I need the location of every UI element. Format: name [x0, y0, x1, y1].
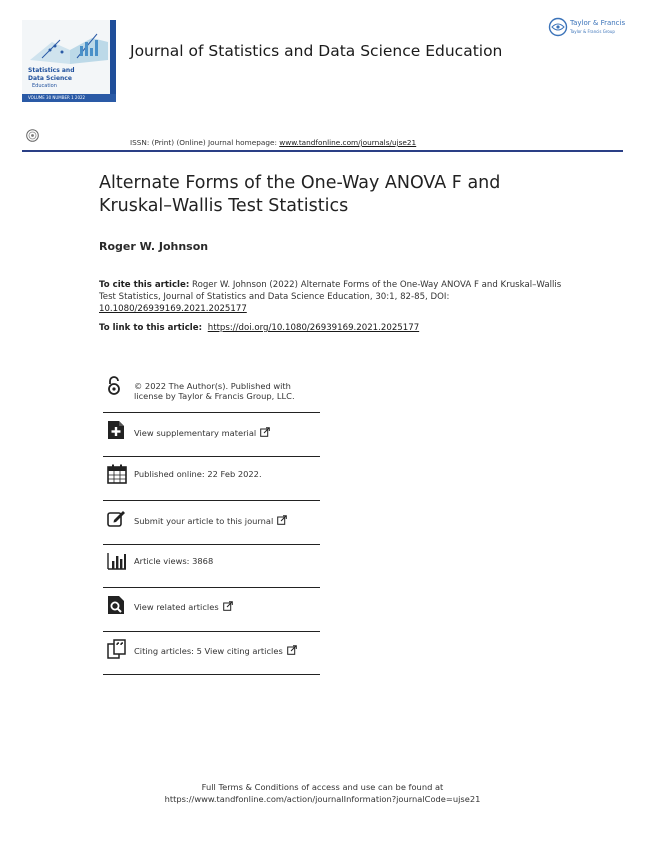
society-seal-icon — [26, 127, 39, 146]
journal-cover-image — [22, 20, 116, 102]
cite-text: Roger W. Johnson (2022) Alternate Forms of the One-Way ANOVA F and Kruskal–Wallis Test Statistics, Journal of Statistics and Data Science Education, 30:1, 82-85, DOI: — [99, 280, 562, 302]
edit-pencil-icon — [107, 508, 127, 532]
info-divider — [103, 456, 320, 457]
external-link-icon — [287, 645, 297, 655]
info-divider — [103, 674, 320, 675]
related-search-icon — [107, 595, 125, 619]
cover-title-line3: Education — [32, 83, 57, 89]
info-divider — [103, 544, 320, 545]
article-title-line1: Alternate Forms of the One-Way ANOVA F and — [99, 173, 501, 193]
article-title — [99, 172, 569, 218]
open-access-icon — [107, 376, 121, 400]
issn-line — [130, 138, 416, 147]
journal-title: Journal of Statistics and Data Science Education — [130, 42, 503, 60]
citing-row[interactable] — [103, 637, 320, 669]
cite-label: To cite this article: — [99, 280, 190, 290]
footer-terms-url[interactable]: https://www.tandfonline.com/action/journalInformation?journalCode=ujse21 — [164, 794, 481, 804]
license-line1: © 2022 The Author(s). Published with — [134, 381, 291, 391]
supplementary-label[interactable]: View supplementary material — [134, 428, 257, 438]
tf-logo-text: Taylor & Francis — [570, 19, 626, 27]
external-link-icon — [260, 427, 270, 437]
views-row — [103, 550, 320, 582]
external-link-icon — [277, 515, 287, 525]
article-author: Roger W. Johnson — [99, 240, 209, 253]
supplementary-row[interactable] — [103, 418, 320, 450]
footer-terms-line: Full Terms & Conditions of access and use can be found at — [201, 782, 444, 792]
citing-label[interactable]: Citing articles: 5 View citing articles — [134, 646, 283, 656]
cover-volume-band: VOLUME 30 NUMBER 1 2022 — [28, 95, 86, 100]
issn-label: ISSN: (Print) (Online) Journal homepage: — [130, 138, 277, 147]
citing-documents-icon — [107, 639, 127, 663]
citation-block — [99, 279, 569, 315]
tf-emblem-icon — [548, 17, 568, 37]
calendar-icon — [107, 464, 127, 488]
cite-doi-link[interactable]: 10.1080/26939169.2021.2025177 — [99, 304, 247, 314]
external-link-icon — [223, 601, 233, 611]
related-label[interactable]: View related articles — [134, 602, 219, 612]
cover-title-line1: Statistics and — [28, 67, 75, 74]
info-divider — [103, 412, 320, 413]
published-row — [103, 462, 320, 494]
article-views: Article views: 3868 — [134, 556, 214, 566]
tf-logo-subtext: Taylor & Francis Group — [570, 29, 615, 34]
submit-row[interactable] — [103, 506, 320, 538]
article-title-line2: Kruskal–Wallis Test Statistics — [99, 196, 349, 216]
article-link-line — [99, 323, 419, 333]
bar-chart-icon — [107, 552, 127, 574]
submit-label[interactable]: Submit your article to this journal — [134, 516, 274, 526]
license-row — [103, 374, 320, 408]
supplementary-file-icon — [107, 420, 125, 444]
journal-homepage-link[interactable]: www.tandfonline.com/journals/ujse21 — [279, 138, 417, 147]
link-label: To link to this article: — [99, 323, 203, 333]
license-line2: license by Taylor & Francis Group, LLC. — [134, 391, 295, 401]
article-doi-link[interactable]: https://doi.org/10.1080/26939169.2021.2025177 — [207, 323, 420, 333]
cover-graphic — [22, 20, 116, 68]
related-row[interactable] — [103, 593, 320, 625]
published-date: Published online: 22 Feb 2022. — [134, 469, 262, 479]
info-divider — [103, 631, 320, 632]
info-divider — [103, 500, 320, 501]
header-divider — [22, 150, 623, 152]
cover-title-line2: Data Science — [28, 75, 72, 82]
info-divider — [103, 587, 320, 588]
